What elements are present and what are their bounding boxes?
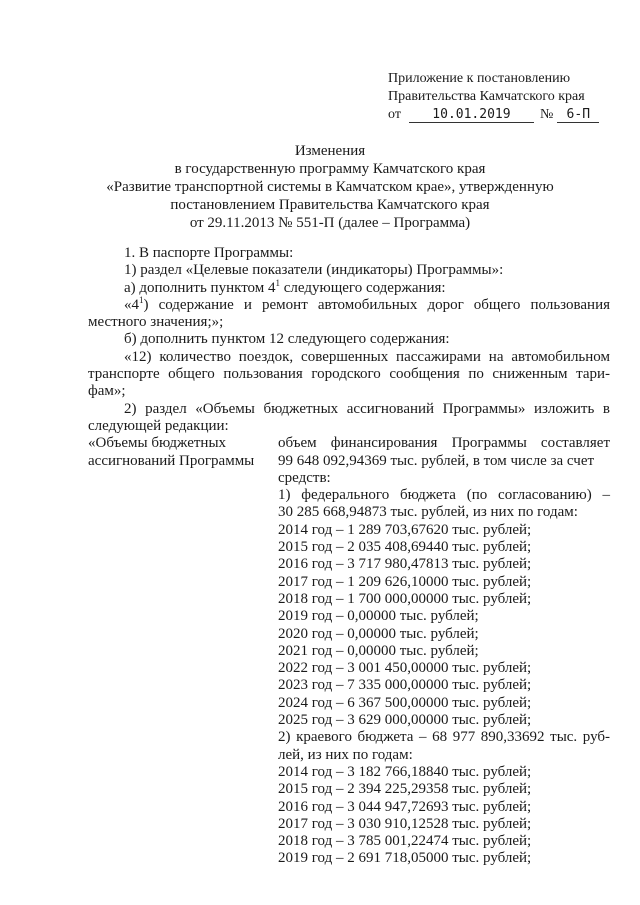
year-line: 2017 год – 3 030 910,12528 тыс. рублей; — [278, 815, 532, 832]
federal-line-1: 1) федерального бюджета (по согласованию) – — [278, 487, 610, 504]
year-line: 2024 год – 6 367 500,00000 тыс. рублей; — [278, 694, 532, 711]
appendix-date-line — [388, 106, 618, 124]
appendix-line-1: Приложение к постановлению — [388, 71, 571, 86]
budget-table-label — [88, 435, 274, 867]
appendix-line-2: Правительства Камчатского края — [388, 89, 585, 104]
year-line: 2014 год – 1 289 703,67620 тыс. рублей; — [278, 521, 532, 538]
regional-line-1: 2) краевого бюджета – 68 977 890,33692 тыс. руб- — [278, 729, 610, 746]
paragraph-1: 1. В паспорте Программы: — [124, 245, 294, 261]
paragraph-6-line-2: транспорте общего пользования городского сообщения по сниженным тари- — [88, 366, 610, 383]
appendix-header — [388, 70, 618, 124]
number-sign: № — [539, 107, 554, 122]
paragraph-2: 1) раздел «Целевые показатели (индикаторы) Программы»: — [124, 262, 504, 279]
title-line-4: постановлением Правительства Камчатского края — [170, 197, 490, 213]
document-title — [100, 142, 560, 232]
year-line: 2019 год – 2 691 718,05000 тыс. рублей; — [278, 850, 532, 867]
paragraph-6-line-3: фам»; — [88, 383, 126, 400]
document-body — [88, 245, 610, 868]
intro-line-3: средств: — [278, 469, 331, 486]
year-line: 2021 год – 0,00000 тыс. рублей; — [278, 642, 479, 659]
p3-text-end: следующего содержания: — [280, 279, 446, 296]
year-line: 2016 год – 3 717 980,47813 тыс. рублей; — [278, 556, 532, 573]
year-line: 2023 год – 7 335 000,00000 тыс. рублей; — [278, 677, 532, 694]
paragraph-4-line-2: местного значения;»; — [88, 314, 224, 331]
paragraph-7: 2) раздел «Объемы бюджетных ассигнований Программы» изложить в — [124, 400, 610, 417]
federal-line-2: 30 285 668,94873 тыс. рублей, из них по годам: — [278, 504, 578, 521]
title-line-2: в государственную программу Камчатского края — [174, 161, 486, 177]
title-line-1: Изменения — [294, 143, 366, 159]
p3-superscript: 1 — [275, 277, 281, 288]
p3-text: а) дополнить пунктом 4 — [124, 279, 276, 296]
budget-table — [88, 435, 610, 867]
paragraph-7-line-2: следующей редакции: — [88, 417, 229, 434]
decree-date: 10.01.2019 — [409, 107, 534, 123]
regional-years-list — [278, 764, 610, 868]
year-line: 2018 год – 1 700 000,00000 тыс. рублей; — [278, 590, 532, 607]
year-line: 2022 год – 3 001 450,00000 тыс. рублей; — [278, 660, 532, 677]
budget-table-content — [274, 435, 610, 867]
title-line-3: «Развитие транспортной системы в Камчатском крае», утвержденную — [106, 179, 554, 195]
table-label-line-1: «Объемы бюджетных — [88, 435, 227, 452]
year-line: 2015 год – 2 035 408,69440 тыс. рублей; — [278, 539, 532, 556]
decree-number: 6-П — [557, 107, 599, 123]
title-line-5: от 29.11.2013 № 551-П (далее – Программа) — [189, 215, 471, 231]
year-line: 2017 год – 1 209 626,10000 тыс. рублей; — [278, 573, 532, 590]
p4-text-end: ) содержание и ремонт автомобильных дорог общего пользования — [143, 296, 610, 313]
year-line: 2016 год – 3 044 947,72693 тыс. рублей; — [278, 798, 532, 815]
paragraph-4 — [88, 294, 610, 314]
year-line: 2019 год – 0,00000 тыс. рублей; — [278, 608, 479, 625]
paragraph-6: «12) количество поездок, совершенных пассажирами на автомобильном — [124, 348, 610, 365]
year-line: 2014 год – 3 182 766,18840 тыс. рублей; — [278, 763, 532, 780]
year-line: 2018 год – 3 785 001,22474 тыс. рублей; — [278, 833, 532, 850]
federal-years-list — [278, 522, 610, 730]
year-line: 2025 год – 3 629 000,00000 тыс. рублей; — [278, 712, 532, 729]
p4-superscript: 1 — [139, 294, 144, 305]
p4-text: «4 — [124, 296, 139, 313]
year-line: 2015 год – 2 394 225,29358 тыс. рублей; — [278, 781, 532, 798]
table-label-line-2: ассигнований Программы — [88, 452, 255, 469]
regional-line-2: лей, из них по годам: — [278, 746, 413, 763]
paragraph-3 — [88, 277, 610, 297]
year-line: 2020 год – 0,00000 тыс. рублей; — [278, 625, 479, 642]
from-label: от — [388, 107, 401, 122]
intro-line-1: объем финансирования Программы составляет — [278, 435, 610, 452]
paragraph-5: б) дополнить пунктом 12 следующего содержания: — [124, 331, 450, 348]
intro-line-2: 99 648 092,94369 тыс. рублей, в том числе за счет — [278, 452, 595, 469]
